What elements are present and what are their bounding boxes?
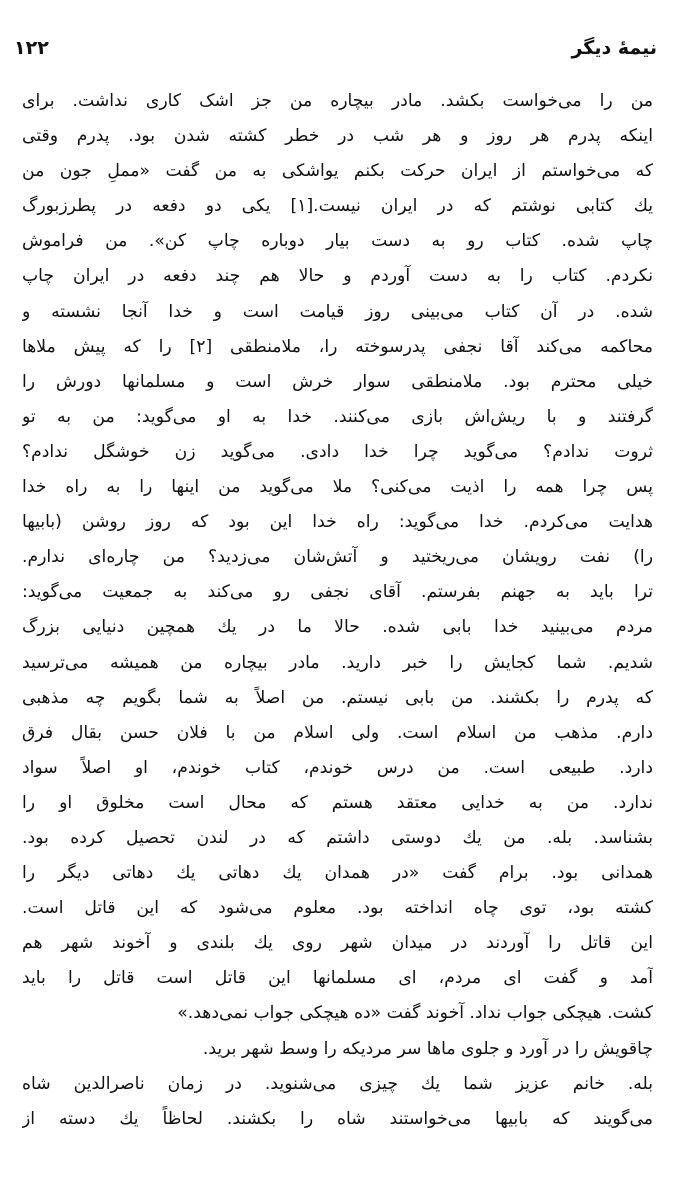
text-line: محاکمه می‌کند آقا نجفی پدرسوخته را، ملامنطقی [۲] را که پیش ملاها [22, 336, 653, 357]
text-line: یك کتابی نوشتم که در ایران نیست.[۱] یکی دو دفعه در پطرزبورگ [22, 196, 653, 217]
text-line: من را می‌خواست بکشد. مادر بیچاره من جز اشک کاری نداشت. برای [22, 91, 653, 111]
text-line: ندارد. من به خدایی معتقد هستم که محال است مخلوق او را [22, 792, 653, 813]
text-line: شدیم. شما کجایش را خبر دارید. مادر بیچاره من همیشه می‌ترسید [22, 652, 653, 673]
body-text [22, 84, 653, 1137]
text-line: آمد و گفت ای مردم، ای مسلمانها این قاتل است قاتل را باید [22, 968, 653, 989]
page-number: ۱۲۲ [14, 37, 49, 59]
text-line: ترا باید به جهنم بفرستم. آقای نجفی رو می‌کند به جمعیت می‌گوید: [22, 582, 653, 603]
text-line: چاقویش را در آورد و جلوی ماها سر مردیکه را وسط شهر برید. [202, 1038, 653, 1059]
text-line: پس چرا همه را اذیت می‌کنی؟ ملا می‌گوید من اینها را به راه خدا [22, 477, 653, 498]
text-line: هدایت می‌کردم. خدا می‌گوید: راه خدا این بود که روز روشن (بابیها [22, 512, 653, 533]
text-line: می‌گویند که بابیها می‌خواستند شاه را بکشند. لحاظاً یك دسته از [22, 1108, 653, 1129]
text-line: دارد. طبیعی است. من درس خوندم، کتاب خوندم، او اصلاً سواد [22, 757, 653, 778]
text-line: این قاتل را آوردند در میدان شهر روی یك بلندی و آخوند شهر هم [22, 933, 653, 954]
running-title: نیمهٔ دیگر [571, 37, 657, 59]
text-line: را) نفت رویشان می‌ریختید و آتش‌شان می‌زدید؟ من چاره‌ای ندارم. [22, 547, 653, 568]
text-line: بشناسد. بله. من یك دوستی داشتم که در لندن تحصیل کرده بود. [22, 827, 653, 848]
text-line: کشته بود، توی چاه انداخته بود. معلوم می‌شود که این قاتل است. [22, 898, 653, 919]
text-line: بله. خانم عزیز شما یك چیزی می‌شنوید. در زمان ناصرالدین شاه [22, 1073, 653, 1094]
text-line: دارم. مذهب من اسلام است. ولی اسلام من با فلان حسن بقال فرق [22, 722, 653, 743]
text-line: ثروت ندادم؟ می‌گوید چرا خدا دادی. می‌گوید زن خوشگل ندادم؟ [22, 441, 653, 462]
text-line: شده. در آن کتاب می‌بینی روز قیامت است و خدا آنجا نشسته و [22, 301, 653, 322]
text-line: که پدرم را بکشند. من بابی نیستم. من اصلاً به شما بگویم چه مذهبی [22, 687, 653, 708]
text-line: چاپ شده. کتاب رو به دست بیار دوباره چاپ کن». من فراموش [22, 231, 653, 252]
page-header [14, 28, 657, 68]
text-line: که می‌خواستم از ایران حرکت بکنم یواشکی به من گفت «مملِ جون من [22, 161, 653, 182]
text-line: اینکه پدرم هر روز و هر شب در خطر کشته شدن بود. پدرم وقتی [22, 126, 653, 147]
text-line: همدانی بود. برام گفت «در همدان یك دهاتی یك دهاتی دیگر را [22, 863, 653, 884]
text-line: مردم می‌بینید خدا بابی شده. حالا ما در یك همچین دنیایی بزرگ [22, 617, 653, 638]
text-line: نکردم. کتاب را به دست آوردم و حالا هم چند دفعه در ایران چاپ [22, 266, 653, 287]
text-line: کشت. هیچکی جواب نداد. آخوند گفت «ده هیچکی جواب نمی‌دهد.» [177, 1003, 653, 1024]
text-line: گرفتند و با ریش‌اش بازی می‌کنند. خدا به او می‌گوید: من به تو [22, 406, 653, 427]
text-line: خیلی محترم بود. ملامنطقی سوار خرش است و مسلمانها دورش را [22, 371, 653, 392]
